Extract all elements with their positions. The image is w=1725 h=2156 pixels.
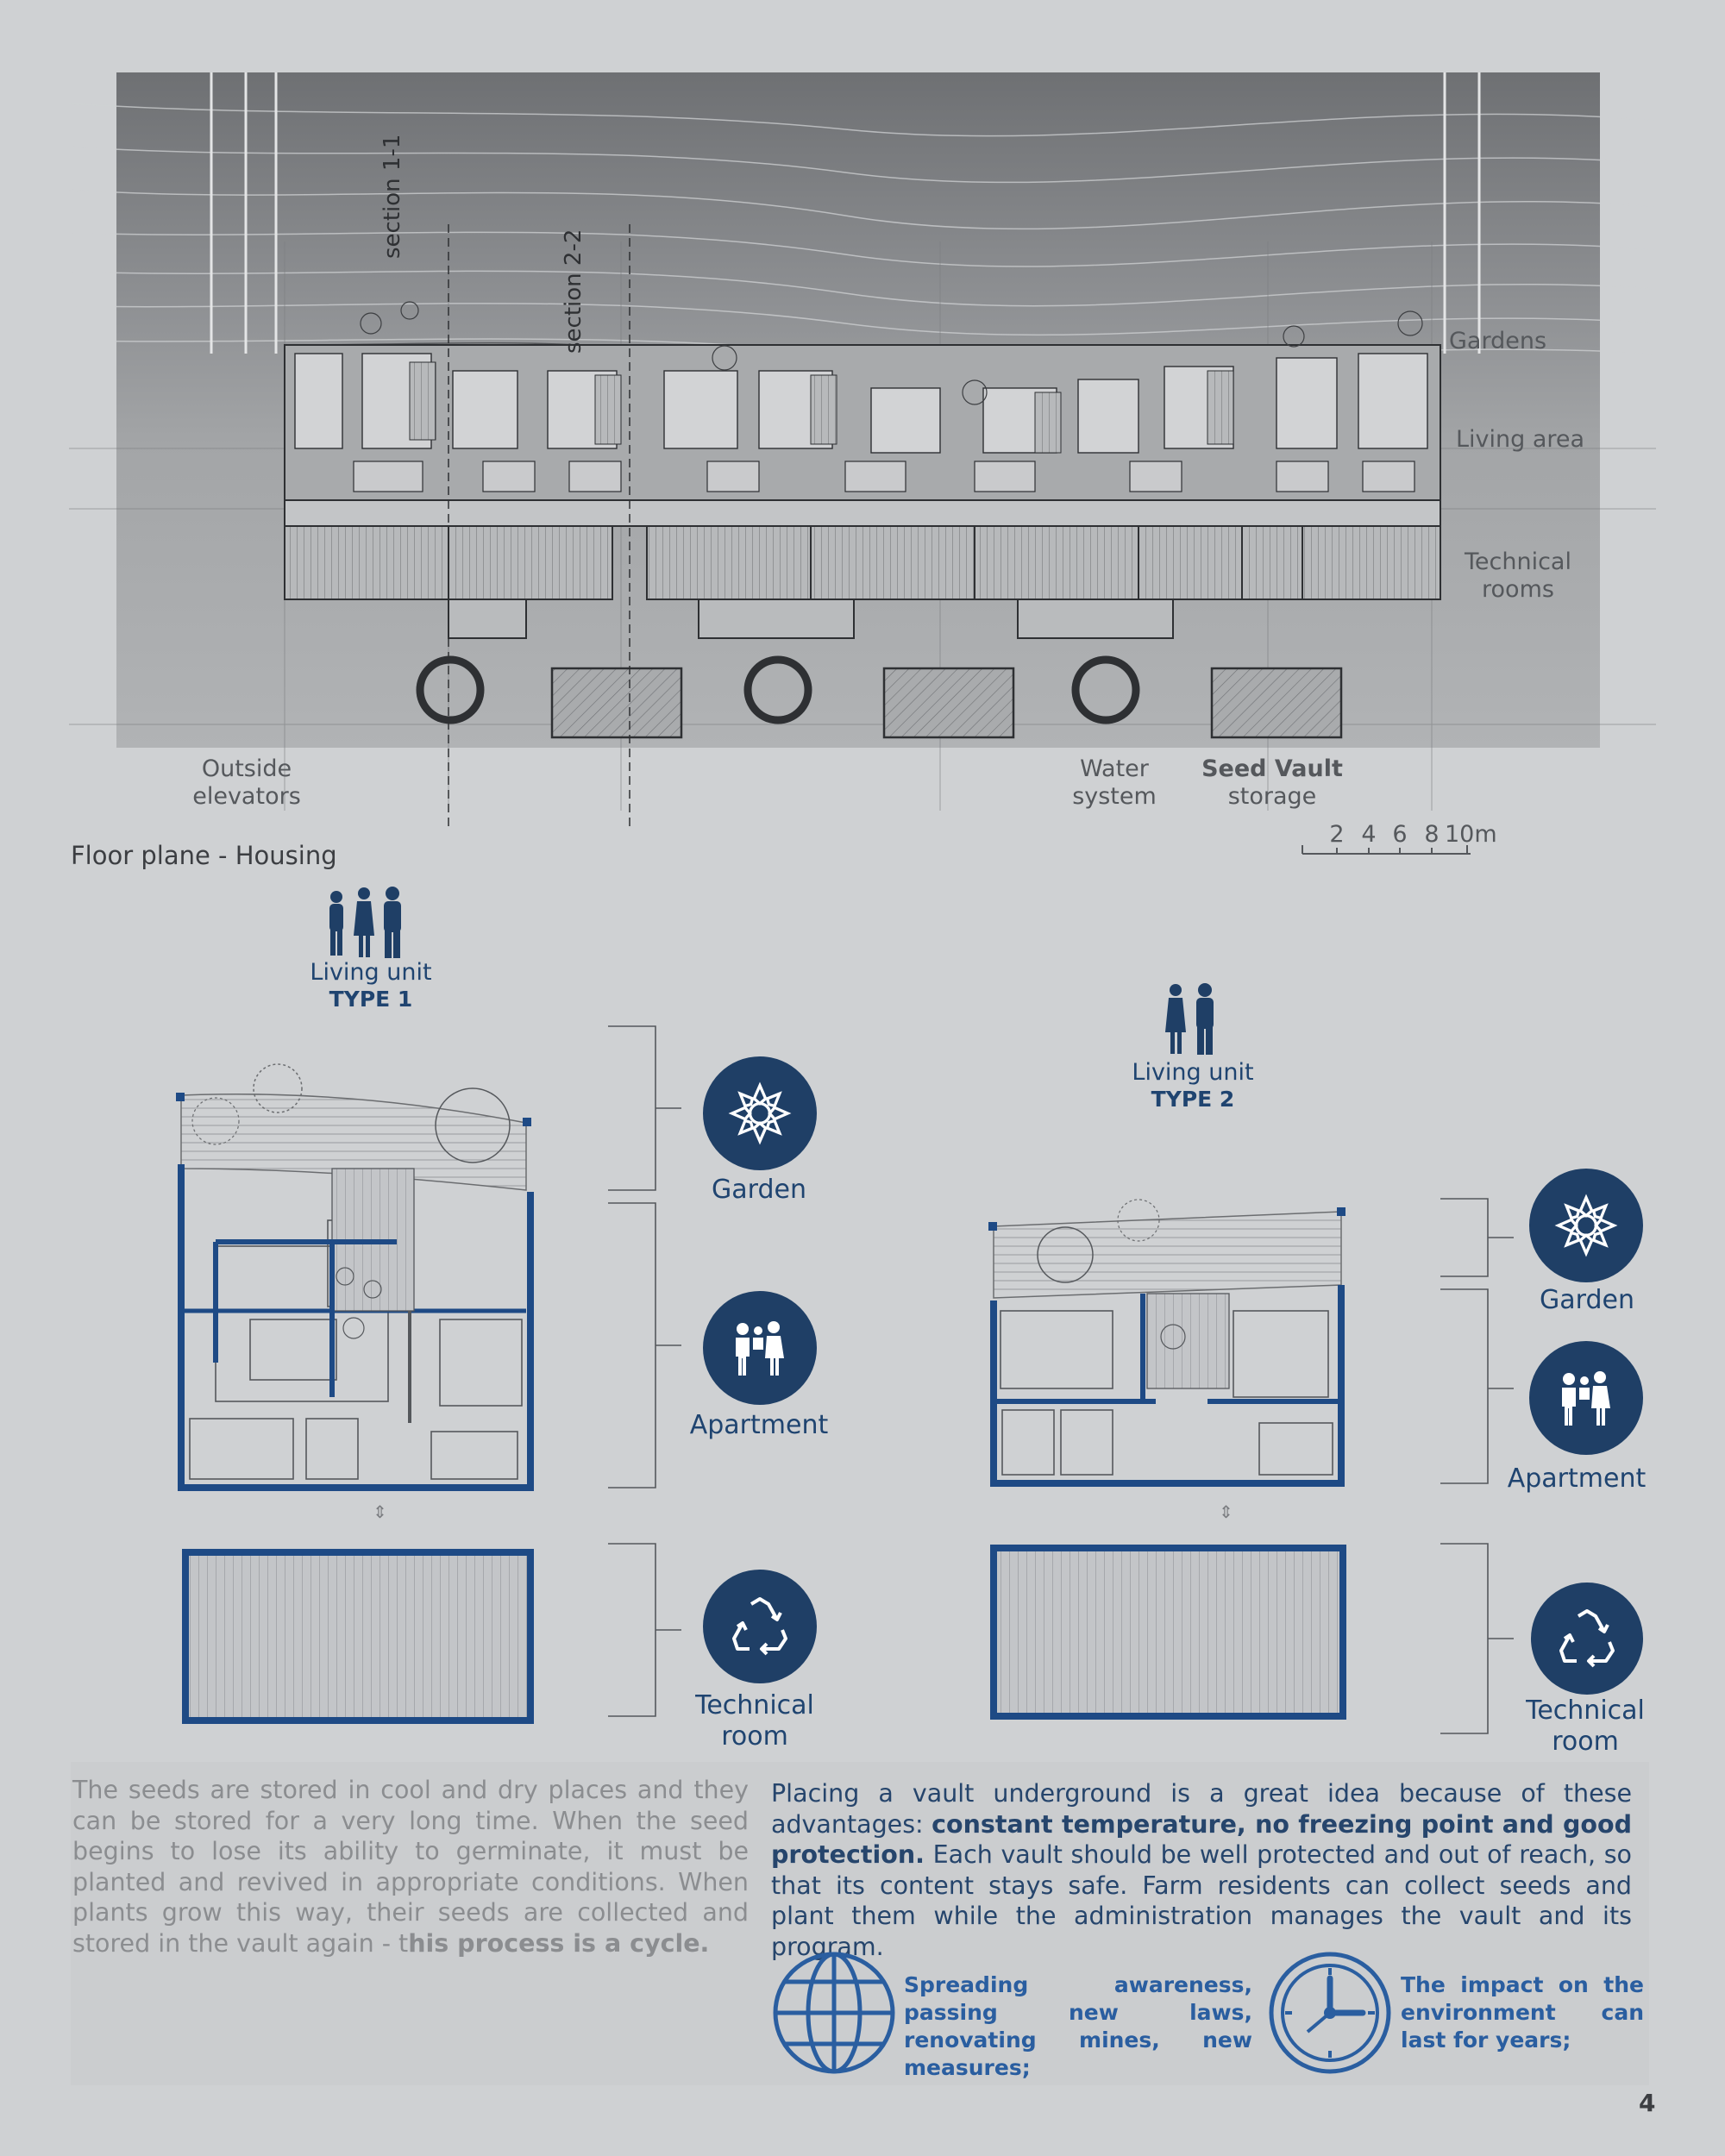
outside-elevators-label: Outside elevators [192,755,301,811]
recycle-icon [725,1592,794,1661]
page-number: 4 [1639,2089,1656,2117]
people-icon-type1 [321,887,416,960]
gardens-label: Gardens [1449,328,1547,354]
scale-tick-8: 8 [1424,821,1440,848]
scale-tick-6: 6 [1392,821,1408,848]
type1-garden-label: Garden [712,1175,806,1205]
type2-title: Living unit TYPE 2 [1132,1059,1254,1112]
type1-unit-plan [121,992,673,1733]
sunflower-icon [1553,1193,1619,1258]
type1-apartment-icon [703,1291,817,1405]
globe-callout-text: Spreading awareness, passing new laws, renovating mines, new measures; [904,1972,1252,2080]
recycle-icon [1552,1604,1622,1673]
seed-vault-label: Seed Vault storage [1201,755,1343,811]
people-icon-type2 [1160,983,1225,1056]
sunflower-icon [727,1081,793,1146]
type1-technical-icon [703,1570,817,1683]
type2-apartment-label: Apartment [1507,1463,1647,1494]
type1-apartment-label: Apartment [689,1410,829,1440]
seed-cycle-paragraph: The seeds are stored in cool and dry places and they can be stored for a very long time. When the seed begins to lose its ability to germinate, it must be planted and revived in appropriate conditions. When plants grow this way, their seeds are collected and stored in the vault again - this process is a cycle. [72,1776,749,1958]
type2-unit-plan [949,1190,1449,1742]
section-1-label: section 1-1 [380,134,405,259]
vault-advantages-paragraph: Placing a vault underground is a great idea because of these advantages: constant temperature, no freezing point and good protection. Each vault should be well protected and out of reach, so that its content stays safe. Farm residents can collect seeds and plant them while the administration manages the vault and its program. [771,1779,1632,1961]
scale-tick-2: 2 [1329,821,1345,848]
family-icon [1550,1362,1622,1434]
technical-rooms-label: Technical rooms [1465,548,1571,604]
scale-tick-10m: 10m [1445,821,1497,848]
type1-technical-label: Technical room [695,1690,814,1752]
scale-tick-4: 4 [1361,821,1377,848]
type2-technical-label: Technical room [1526,1695,1645,1757]
type2-apartment-icon [1529,1341,1643,1455]
section-2-label: section 2-2 [561,229,586,354]
type2-technical-icon [1531,1583,1643,1695]
floor-plan-title: Floor plane - Housing [71,841,337,870]
clock-callout-text: The impact on the environment can last for years; [1401,1972,1644,2053]
type1-garden-icon [703,1056,817,1170]
svg-text:⇕: ⇕ [1219,1501,1233,1522]
type2-garden-icon [1529,1169,1643,1282]
type1-title: Living unit TYPE 1 [310,959,432,1012]
water-system-label: Water system [1072,755,1157,811]
clock-icon [1266,1949,1394,2077]
type1-braces [608,1018,686,1742]
family-icon [724,1312,796,1384]
svg-text:⇕: ⇕ [373,1501,387,1522]
globe-icon [770,1949,898,2077]
type2-garden-label: Garden [1540,1285,1634,1315]
living-area-label: Living area [1456,426,1585,453]
